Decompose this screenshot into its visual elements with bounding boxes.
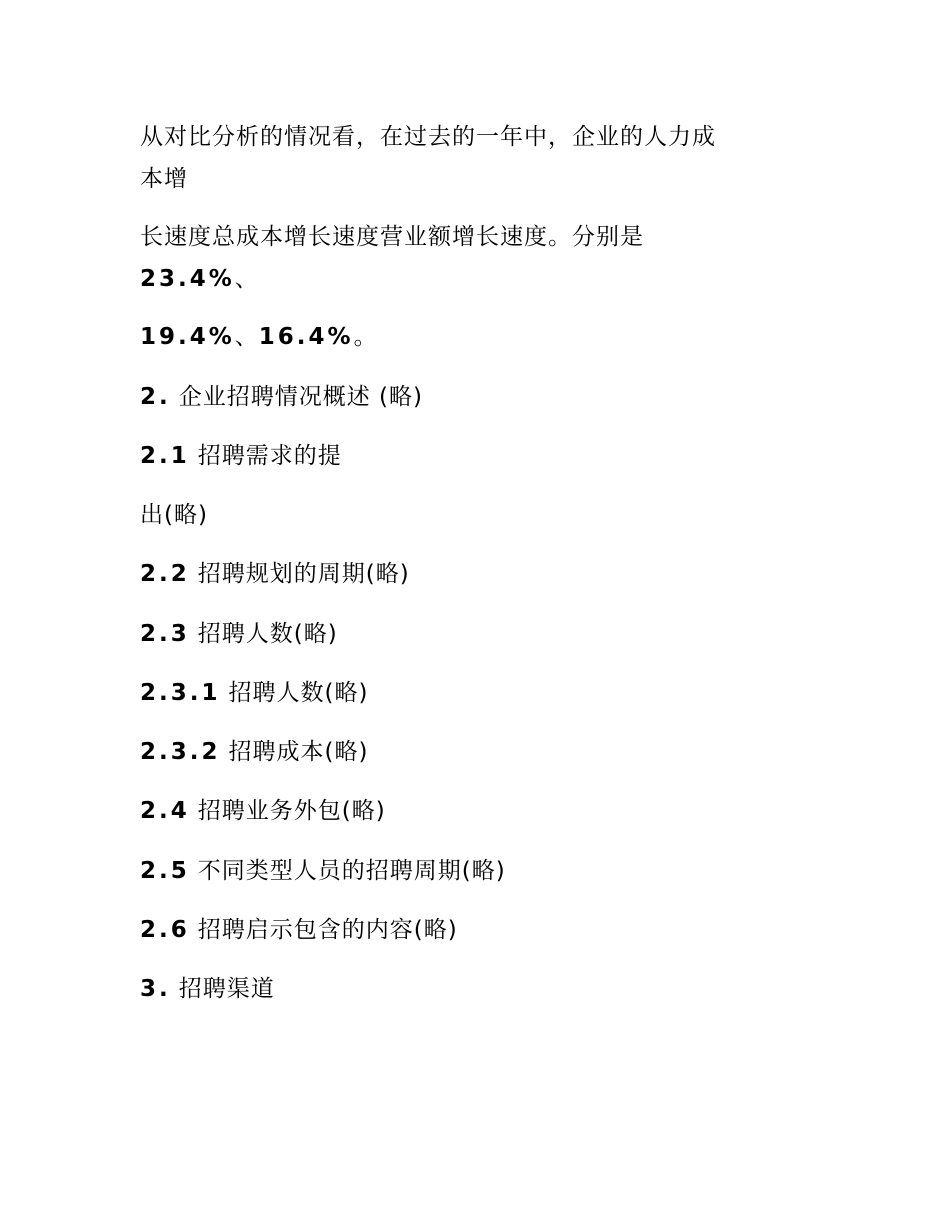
section-number: 2.6 (140, 917, 190, 943)
section-number: 2.3.1 (140, 680, 221, 706)
section-heading (140, 856, 506, 886)
section-number: 2.4 (140, 798, 190, 824)
body-text-line (140, 322, 378, 352)
section-title: 招聘成本(略) (228, 739, 369, 765)
body-text-line (140, 264, 259, 294)
section-title: 出(略) (140, 502, 208, 528)
body-text-line: 长速度总成本增长速度营业额增长速度。分别是 (140, 224, 644, 250)
section-heading (140, 915, 458, 945)
section-heading (140, 382, 423, 412)
section-number: 2.5 (140, 858, 190, 884)
section-title: 企业招聘情况概述 (略) (178, 384, 424, 410)
section-heading (140, 441, 342, 471)
section-heading-continuation (140, 500, 208, 530)
section-heading (140, 737, 368, 767)
section-heading (140, 619, 338, 649)
separator: 、 (234, 324, 259, 350)
section-number: 2. (140, 384, 171, 410)
separator: 。 (353, 324, 378, 350)
section-title: 不同类型人员的招聘周期(略) (197, 858, 506, 884)
section-heading (140, 974, 275, 1004)
section-title: 招聘启示包含的内容(略) (197, 917, 458, 943)
section-number: 2.1 (140, 443, 190, 469)
section-heading (140, 678, 368, 708)
percentage-value: 19.4% (140, 324, 235, 350)
section-number: 3. (140, 976, 171, 1002)
section-title: 招聘渠道 (178, 976, 275, 1002)
section-title: 招聘人数(略) (228, 680, 369, 706)
section-number: 2.3.2 (140, 739, 221, 765)
percentage-value: 16.4% (258, 324, 354, 350)
section-number: 2.2 (140, 561, 190, 587)
section-title: 招聘需求的提 (197, 443, 342, 469)
separator: 、 (234, 266, 259, 292)
percentage-value: 23.4% (140, 266, 235, 292)
section-title: 招聘业务外包(略) (197, 798, 386, 824)
body-text-line: 从对比分析的情况看，在过去的一年中，企业的人力成 (140, 124, 716, 150)
section-title: 招聘规划的周期(略) (197, 561, 410, 587)
body-text-line: 本增 (140, 166, 188, 192)
section-heading (140, 796, 386, 826)
section-title: 招聘人数(略) (197, 621, 338, 647)
section-number: 2.3 (140, 621, 190, 647)
section-heading (140, 559, 410, 589)
